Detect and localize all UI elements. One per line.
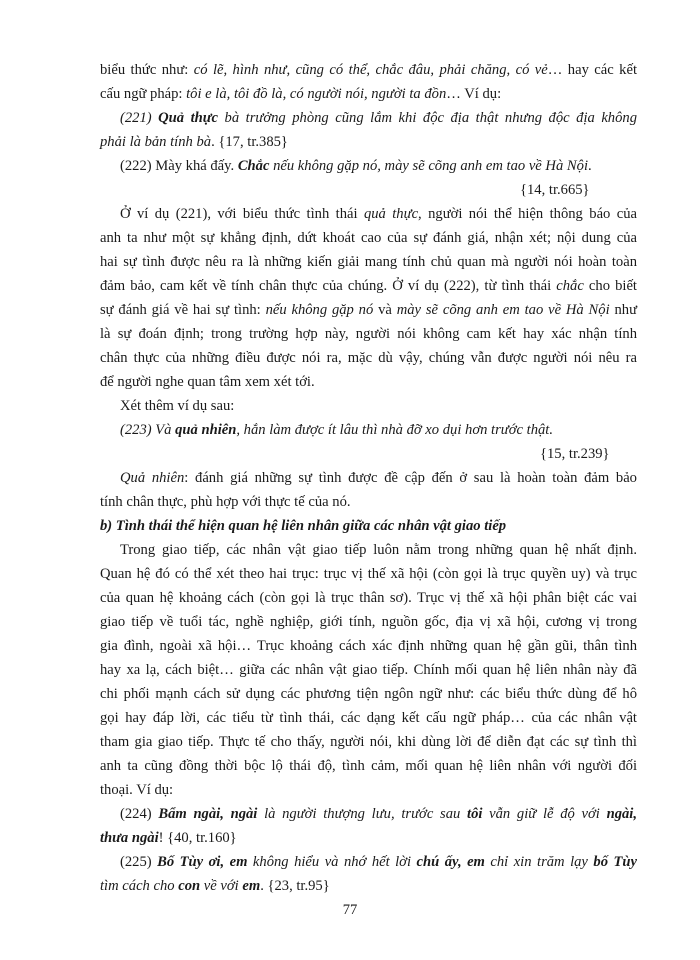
text-line [100, 562, 637, 586]
text-run: mày sẽ cõng anh em tao về Hà Nội [396, 302, 610, 318]
text-run: Quan hệ đó có thể xét theo hai trục: trục vị thế xã hội (còn gọi là trục quyền uy) và trục [100, 566, 637, 582]
text-run: phải là bản tính bà [100, 134, 212, 150]
text-run: có lẽ, hình như, cũng có thể, chắc đâu, phải chăng, có vẻ [193, 62, 548, 78]
text-run: đảm bảo, cam kết về tính chân thực của chúng. Ở ví dụ (222), từ tình thái [100, 278, 557, 294]
text-run: để người nghe quan tâm xem xét tới. [100, 374, 315, 390]
text-line [100, 322, 637, 346]
text-run: cho biết [583, 278, 637, 294]
text-run: sự đánh giá về hai sự tình: [100, 302, 266, 318]
text-run: (221) [120, 110, 159, 126]
text-run: hai sự tình được nêu ra là những kiến giải mang tính chủ quan mà người nói hoàn toàn [100, 254, 637, 270]
text-run: {14, tr.665} [520, 182, 590, 198]
text-line [100, 634, 637, 658]
text-run: Quả thực [158, 110, 219, 126]
text-line [100, 298, 637, 322]
text-run: b) Tình thái thể hiện quan hệ liên nhân giữa các nhân vật giao tiếp [100, 518, 507, 534]
text-run: Xét thêm ví dụ sau: [120, 398, 235, 414]
text-line [100, 82, 501, 106]
text-line [100, 130, 288, 154]
text-line [100, 682, 637, 706]
text-run: chỉ xin trăm lạy [484, 854, 594, 870]
text-run: về với [200, 878, 243, 894]
text-run: gọi hay đáp lời, các tiểu từ tình thái, các dạng kết cấu ngữ pháp… của các nhân vật [100, 710, 637, 726]
text-run: gia đình, ngoài xã hội… Trục khoảng cách xác định những quan hệ gần gũi, thân tình [100, 638, 637, 654]
text-run: quả thực [363, 206, 419, 222]
text-line [100, 778, 173, 802]
text-run: không hiểu và nhớ hết lời [247, 854, 417, 870]
text-line [120, 466, 637, 490]
text-run: , hắn làm được ít lâu thì nhà đỡ xo dụi hơn trước thật. [236, 422, 554, 438]
text-line [100, 610, 637, 634]
text-line [100, 826, 237, 850]
text-run: thưa ngài [100, 830, 159, 846]
text-run: tính chân thực, phù hợp với thực tế của nó. [100, 494, 351, 510]
text-run: anh ta như một sự khẳng định, dứt khoát cao của sự đánh giá, nhận xét; nội dung của [100, 230, 637, 246]
text-run: . {23, tr.95} [260, 878, 330, 894]
text-run: , người nói thể hiện thông báo của [418, 206, 637, 222]
text-run: nếu không gặp nó [265, 302, 374, 318]
text-run: con [178, 878, 201, 894]
text-line [100, 250, 637, 274]
text-run: là sự đoán định; trong trường hợp này, người nói không cam kết hay xác nhận tính [100, 326, 637, 342]
text-line [120, 394, 234, 418]
text-run: tham gia giao tiếp. Thực tế cho thấy, người nói, khi dùng lời để diễn đạt các sự tình thì [100, 734, 637, 750]
text-run: chắc [556, 278, 584, 294]
text-run: chi phối mạnh cách sử dụng các phương tiện ngôn ngữ như: các biểu thức dùng để hô [100, 686, 637, 702]
text-line [520, 178, 590, 202]
example-225 [120, 850, 637, 874]
text-line [120, 202, 637, 226]
text-run: như [609, 302, 637, 318]
text-run: anh ta cũng đồng thời bộc lộ thái độ, tình cảm, mối quan hệ liên nhân với người đối [100, 758, 637, 774]
page-number: 77 [342, 902, 358, 918]
text-line [100, 226, 637, 250]
text-run: (222) Mày khá đấy. [120, 158, 238, 174]
text-run: bà trưởng phòng cũng lắm khi độc địa thật nhưng độc địa không [218, 110, 637, 126]
text-run: … Ví dụ: [446, 86, 502, 102]
text-run: (224) [120, 806, 159, 822]
example-222 [120, 154, 592, 178]
text-run: {15, tr.239} [540, 446, 610, 462]
text-line [100, 586, 637, 610]
text-run: tôi e là, tôi đồ là, có người nói, người ta đồn [186, 86, 447, 102]
example-224 [120, 802, 637, 826]
text-run: và [373, 302, 397, 318]
text-line [100, 58, 637, 82]
text-run: là người thượng lưu, trước sau [257, 806, 468, 822]
text-run: Trong giao tiếp, các nhân vật giao tiếp luôn nằm trong những quan hệ nhất định. [120, 542, 637, 558]
text-run: giao tiếp về tuổi tác, nghề nghiệp, giới tính, nguồn gốc, địa vị xã hội, cương vị trong [100, 614, 637, 630]
text-line [100, 730, 637, 754]
text-run: tôi [467, 806, 483, 822]
text-line [100, 490, 351, 514]
text-run: biểu thức như: [100, 62, 194, 78]
text-line [100, 874, 330, 898]
example-223 [120, 418, 553, 442]
text-line [100, 706, 637, 730]
text-run: nếu không gặp nó, mày sẽ cõng anh em tao về Hà Nội [269, 158, 589, 174]
text-run: của quan hệ khoảng cách (còn gọi là trục thân sơ). Trục vị thế xã hội phân biệt các vai [100, 590, 637, 606]
text-run: Bố Tùy ơi, em [157, 854, 248, 870]
text-line [100, 346, 637, 370]
text-run: ! {40, tr.160} [158, 830, 237, 846]
text-run: vẫn giữ lễ độ với [482, 806, 607, 822]
text-run: : đánh giá những sự tình được đề cập đến ở sau là hoàn toàn đảm bảo [184, 470, 637, 486]
text-line [120, 538, 637, 562]
text-run: chân thực của những điều được nói ra, mặc dù vậy, chúng vẫn được người nói nêu ra [100, 350, 637, 366]
text-line [100, 658, 637, 682]
text-run: Chắc [237, 158, 270, 174]
text-line [100, 370, 315, 394]
section-heading-b [100, 514, 506, 538]
text-run: Ở ví dụ (221), với biểu thức tình thái [120, 206, 364, 222]
text-run: (225) [120, 854, 158, 870]
text-run: thoại. Ví dụ: [100, 782, 174, 798]
text-run: quả nhiên [175, 422, 237, 438]
text-run: hay xa lạ, cách biệt… giữa các nhân vật giao tiếp. Chính mối quan hệ liên nhân này đã [100, 662, 637, 678]
text-run: bố Tùy [593, 854, 637, 870]
text-run: Quả nhiên [120, 470, 185, 486]
text-run: Bẩm ngài, ngài [158, 806, 258, 822]
example-221 [120, 106, 637, 130]
text-run: … hay các kết [547, 62, 637, 78]
text-run: . [588, 158, 592, 174]
text-run: (223) Và [120, 422, 176, 438]
text-run: chú ấy, em [416, 854, 485, 870]
text-line [540, 442, 610, 466]
text-run: cấu ngữ pháp: [100, 86, 187, 102]
text-run: em [242, 878, 261, 894]
text-run: . {17, tr.385} [211, 134, 288, 150]
text-run: tìm cách cho [100, 878, 179, 894]
text-line [100, 274, 637, 298]
text-line [100, 754, 637, 778]
text-run: ngài, [606, 806, 637, 822]
